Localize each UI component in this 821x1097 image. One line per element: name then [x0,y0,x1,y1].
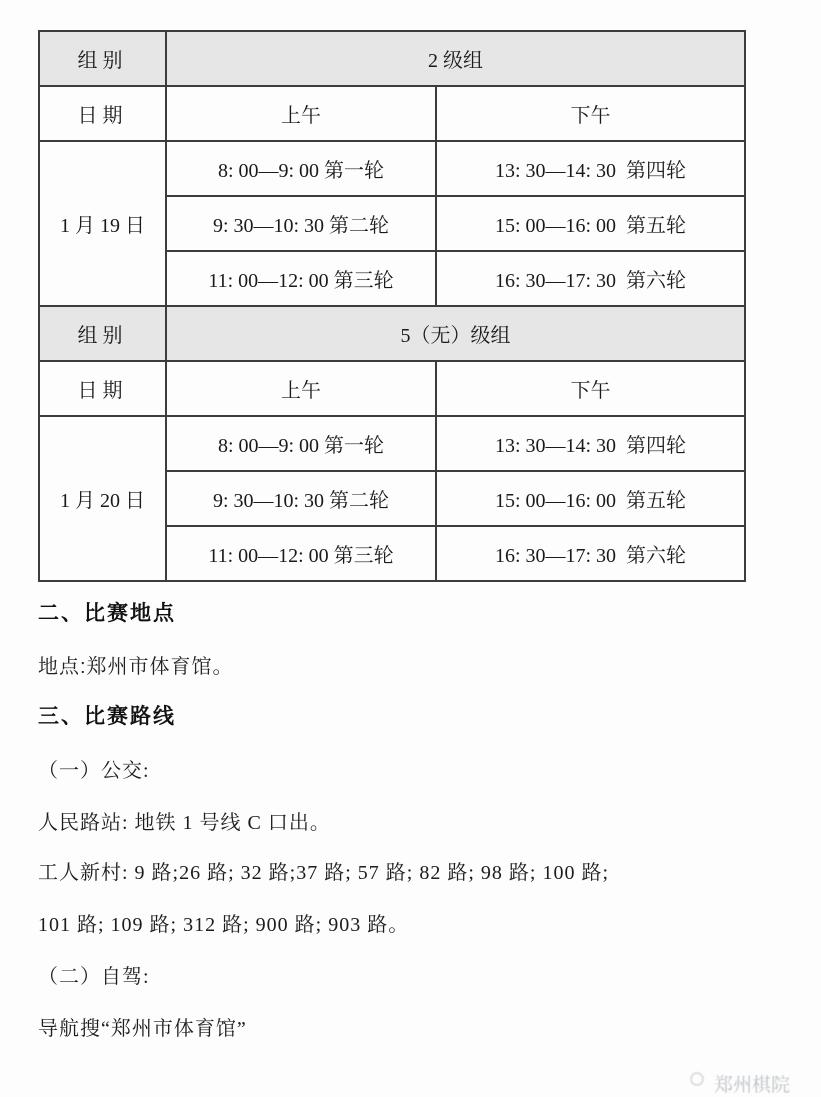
group-value-cell: 2 级组 [166,31,745,86]
round2-morning-cell: 9: 30—10: 30 第二轮 [166,196,436,251]
round1-morning-cell: 8: 00—9: 00 第一轮 [166,141,436,196]
date-label-cell: 日期 [39,86,166,141]
competition-schedule-table [38,30,746,582]
group-label-cell: 组别 [39,31,166,86]
round4-afternoon-cell: 13: 30—14: 30 第四轮 [436,416,745,471]
section-heading-route: 三、比赛路线 [38,705,176,728]
afternoon-label-cell: 下午 [436,86,745,141]
morning-label-cell: 上午 [166,86,436,141]
afternoon-label-cell: 下午 [436,361,745,416]
section-heading-location: 二、比赛地点 [38,602,176,625]
watermark [690,1070,821,1096]
table-row [39,416,745,471]
round5-afternoon-cell: 15: 00—16: 00 第五轮 [436,196,745,251]
watermark-logo-icon [690,1072,704,1086]
round5-afternoon-cell: 15: 00—16: 00 第五轮 [436,471,745,526]
round2-morning-cell: 9: 30—10: 30 第二轮 [166,471,436,526]
round4-afternoon-cell: 13: 30—14: 30 第四轮 [436,141,745,196]
round3-morning-cell: 11: 00—12: 00 第三轮 [166,251,436,306]
morning-label-cell: 上午 [166,361,436,416]
table-row [39,361,745,416]
group-value-cell: 5（无）级组 [166,306,745,361]
drive-text: 导航搜“郑州市体育馆” [38,1018,247,1040]
table-row [39,306,745,361]
table-row [39,86,745,141]
date-label-cell: 日期 [39,361,166,416]
date-cell: 1 月 19 日 [39,141,166,306]
round3-morning-cell: 11: 00—12: 00 第三轮 [166,526,436,581]
round6-afternoon-cell: 16: 30—17: 30 第六轮 [436,526,745,581]
table-row [39,31,745,86]
bus-metro-line: 人民路站: 地铁 1 号线 C 口出。 [38,812,331,834]
watermark-text: 郑州棋院 [714,1075,791,1096]
group-label-cell: 组别 [39,306,166,361]
drive-subheading: （二）自驾: [38,966,150,988]
bus-subheading: （一）公交: [38,760,150,782]
date-cell: 1 月 20 日 [39,416,166,581]
round1-morning-cell: 8: 00—9: 00 第一轮 [166,416,436,471]
location-text: 地点:郑州市体育馆。 [38,656,234,678]
round6-afternoon-cell: 16: 30—17: 30 第六轮 [436,251,745,306]
bus-routes-line-2: 101 路; 109 路; 312 路; 900 路; 903 路。 [38,914,410,936]
bus-routes-line-1: 工人新村: 9 路;26 路; 32 路;37 路; 57 路; 82 路; 98 路; 100 路; [38,862,610,884]
table-row [39,141,745,196]
